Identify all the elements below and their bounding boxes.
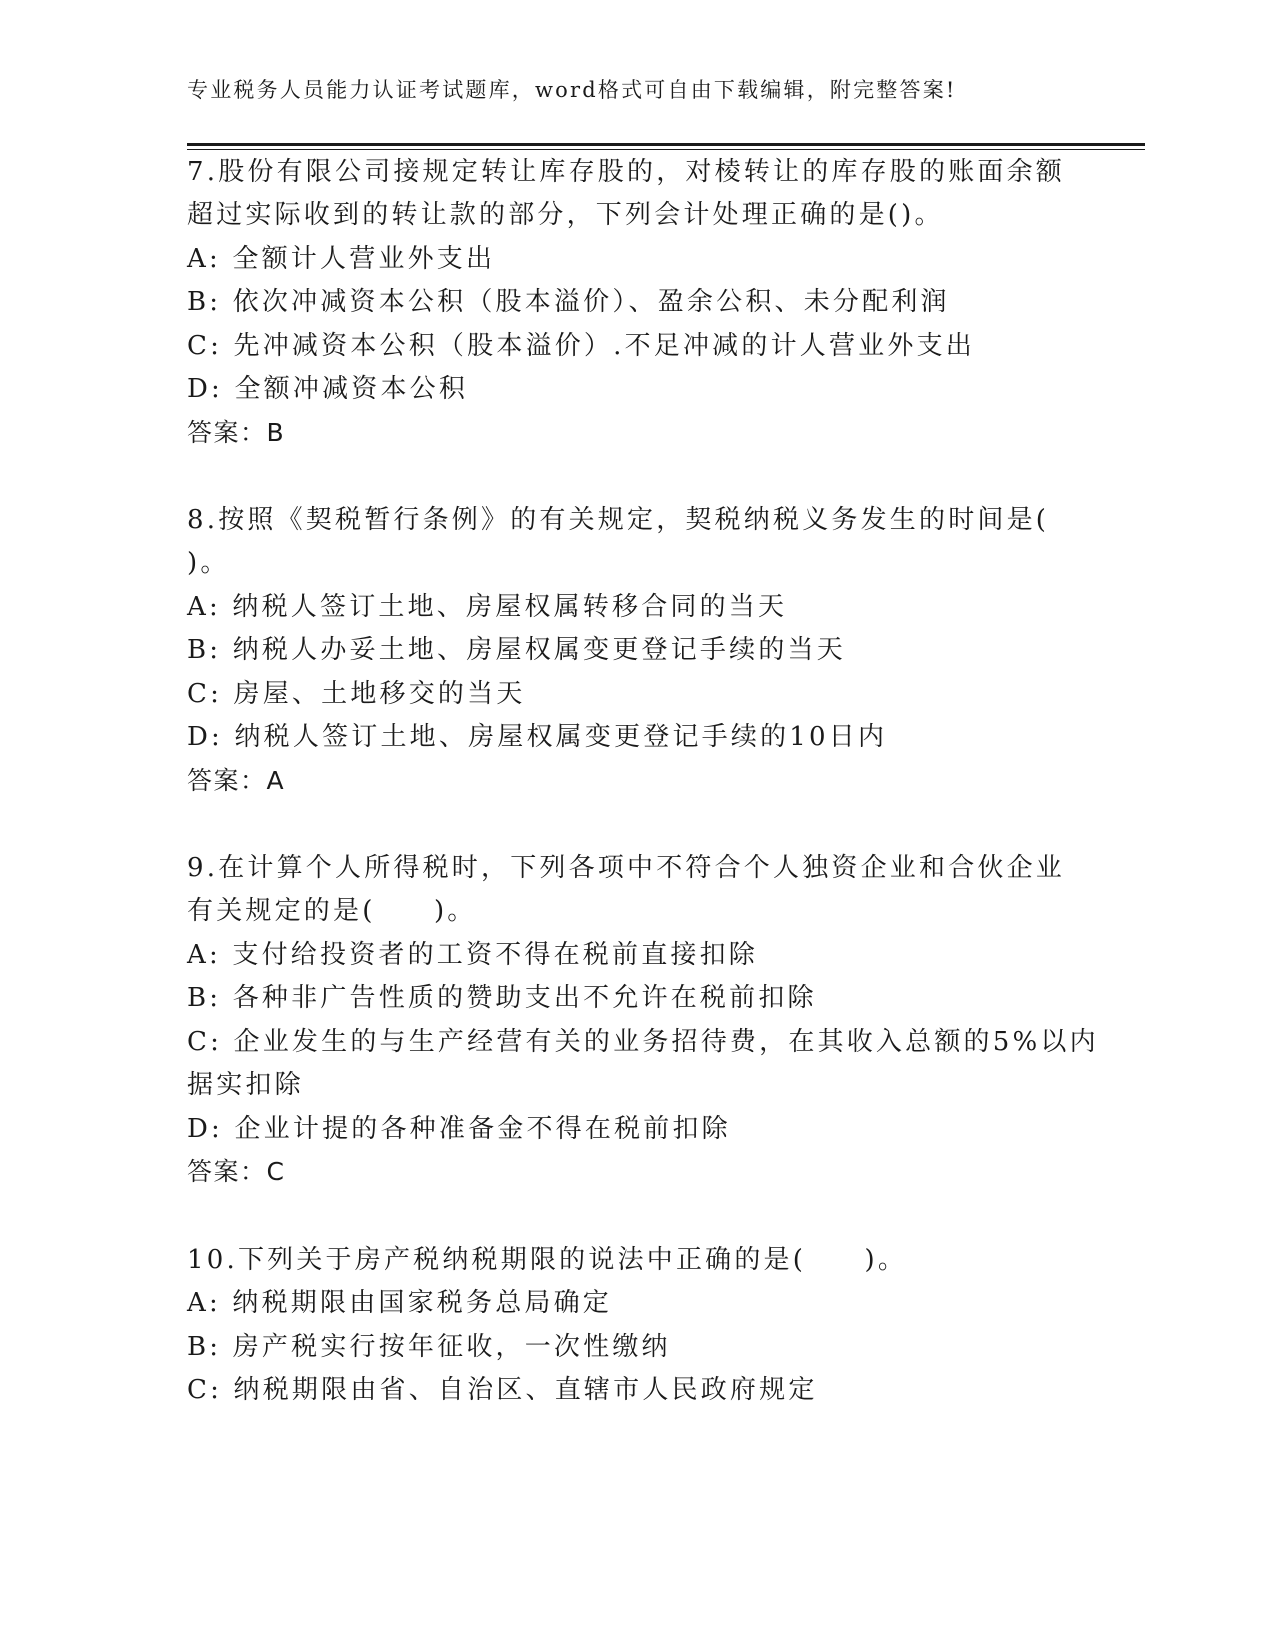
question-7-option-b: B: 依次冲减资本公积（股本溢价）、盈余公积、未分配利润 [187, 287, 950, 317]
question-7-option-a: A: 全额计人营业外支出 [187, 244, 496, 274]
question-7-answer: 答案：B [187, 418, 286, 447]
question-7-stem-line-1: 7.股份有限公司接规定转让库存股的，对棱转让的库存股的账面余额 [187, 157, 1066, 187]
question-9-option-c-continued: 据实扣除 [187, 1070, 304, 1100]
question-9-option-a: A: 支付给投资者的工资不得在税前直接扣除 [187, 940, 759, 970]
question-9-option-c: C: 企业发生的与生产经营有关的业务招待费，在其收入总额的5%以内 [187, 1027, 1099, 1057]
question-10-option-c: C: 纳税期限由省、自治区、直辖市人民政府规定 [187, 1375, 818, 1405]
question-7-stem-line-2: 超过实际收到的转让款的部分，下列会计处理正确的是()。 [187, 200, 944, 230]
question-8-stem-line-2: )。 [187, 548, 230, 578]
question-7-option-c: C: 先冲减资本公积（股本溢价）.不足冲减的计人营业外支出 [187, 331, 975, 361]
question-7-option-d: D: 全额冲减资本公积 [187, 374, 469, 404]
question-9-answer: 答案：C [187, 1157, 286, 1186]
header-rule-thick [187, 143, 1145, 146]
document-header: 专业税务人员能力认证考试题库，word格式可自由下载编辑，附完整答案! [187, 78, 957, 102]
question-9-option-b: B: 各种非广告性质的赞助支出不允许在税前扣除 [187, 983, 817, 1013]
question-8-option-d: D: 纳税人签订土地、房屋权属变更登记手续的10日内 [187, 722, 888, 752]
question-8-option-b: B: 纳税人办妥土地、房屋权属变更登记手续的当天 [187, 635, 846, 665]
question-9-stem-line-1: 9.在计算个人所得税时，下列各项中不符合个人独资企业和合伙企业 [187, 853, 1066, 883]
question-10-stem-line-1: 10.下列关于房产税纳税期限的说法中正确的是( )。 [187, 1245, 908, 1275]
question-9-stem-line-2: 有关规定的是( )。 [187, 896, 477, 926]
question-9-option-d: D: 企业计提的各种准备金不得在税前扣除 [187, 1114, 731, 1144]
question-8-answer: 答案：A [187, 766, 286, 795]
question-8-stem-line-1: 8.按照《契税暂行条例》的有关规定，契税纳税义务发生的时间是( [187, 505, 1050, 535]
question-10-option-a: A: 纳税期限由国家税务总局确定 [187, 1288, 613, 1318]
question-8-option-a: A: 纳税人签订土地、房屋权属转移合同的当天 [187, 592, 788, 622]
question-10-option-b: B: 房产税实行按年征收，一次性缴纳 [187, 1332, 671, 1362]
question-8-option-c: C: 房屋、土地移交的当天 [187, 679, 526, 709]
header-rule-thin [187, 149, 1145, 150]
